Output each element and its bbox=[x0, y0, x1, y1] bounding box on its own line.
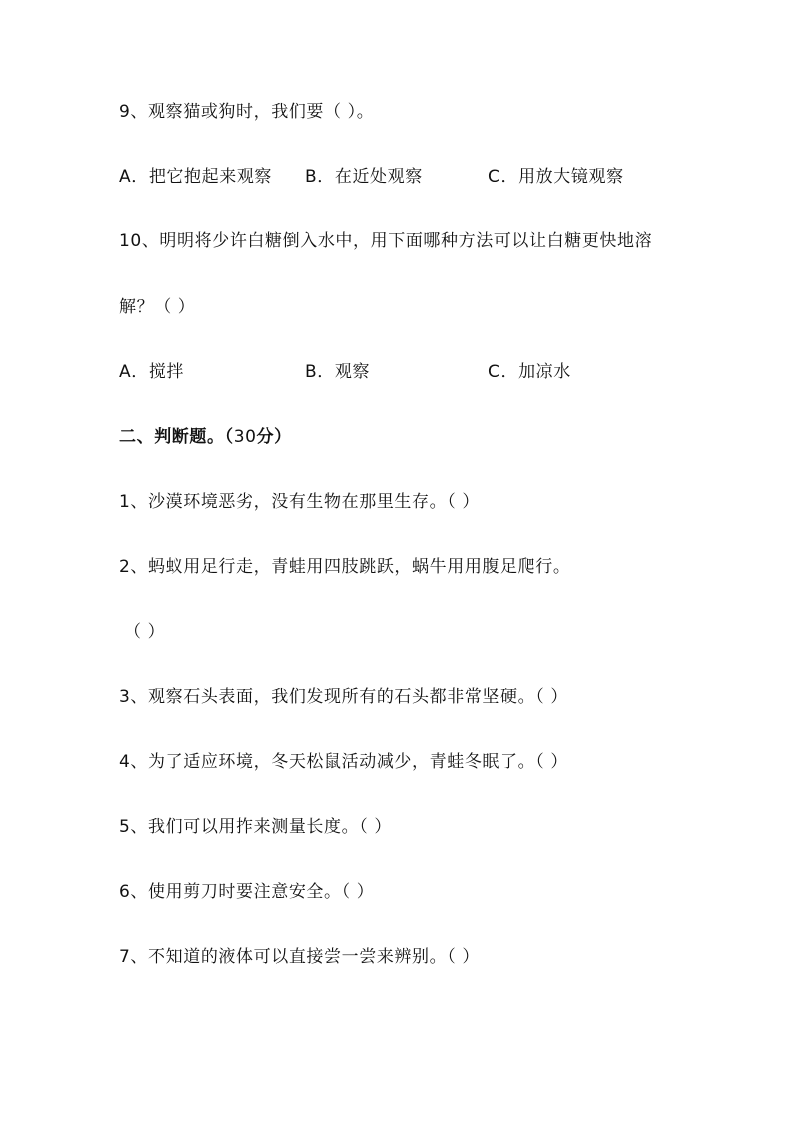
judgement-item-6: 6、使用剪刀时要注意安全。（ ） bbox=[119, 882, 375, 902]
judgement-item-5: 5、我们可以用拃来测量长度。（ ） bbox=[119, 817, 392, 837]
judgement-item-2-blank: （ ） bbox=[124, 622, 166, 642]
question-10-option-b: B．观察 bbox=[305, 362, 371, 382]
judgement-item-1: 1、沙漠环境恶劣，没有生物在那里生存。（ ） bbox=[119, 492, 480, 512]
section-heading-judgement bbox=[119, 426, 292, 448]
question-9-option-c: C．用放大镜观察 bbox=[488, 167, 624, 187]
judgement-item-2: 2、蚂蚁用足行走，青蛙用四肢跳跃，蜗牛用用腹足爬行。 bbox=[119, 557, 571, 577]
section-heading-suffix: 分） bbox=[256, 427, 292, 447]
judgement-item-4: 4、为了适应环境，冬天松鼠活动减少，青蛙冬眠了。（ ） bbox=[119, 752, 568, 772]
question-10-option-c: C．加凉水 bbox=[488, 362, 571, 382]
judgement-item-7: 7、不知道的液体可以直接尝一尝来辨别。（ ） bbox=[119, 947, 480, 967]
judgement-item-3: 3、观察石头表面，我们发现所有的石头都非常坚硬。（ ） bbox=[119, 687, 568, 707]
question-9-option-a: A．把它抱起来观察 bbox=[119, 167, 273, 187]
question-9-text: 9、观察猫或狗时，我们要（ ）。 bbox=[119, 102, 375, 122]
question-10-text-line2: 解？（ ） bbox=[119, 297, 196, 317]
question-9-option-b: B．在近处观察 bbox=[305, 167, 423, 187]
question-10-text-line1: 10、明明将少许白糖倒入水中，用下面哪种方法可以让白糖更快地溶 bbox=[119, 231, 653, 251]
section-heading-score: 30 bbox=[233, 427, 257, 447]
section-heading-prefix: 二、判断题。（ bbox=[119, 427, 234, 447]
question-10-option-a: A．搅拌 bbox=[119, 362, 185, 382]
